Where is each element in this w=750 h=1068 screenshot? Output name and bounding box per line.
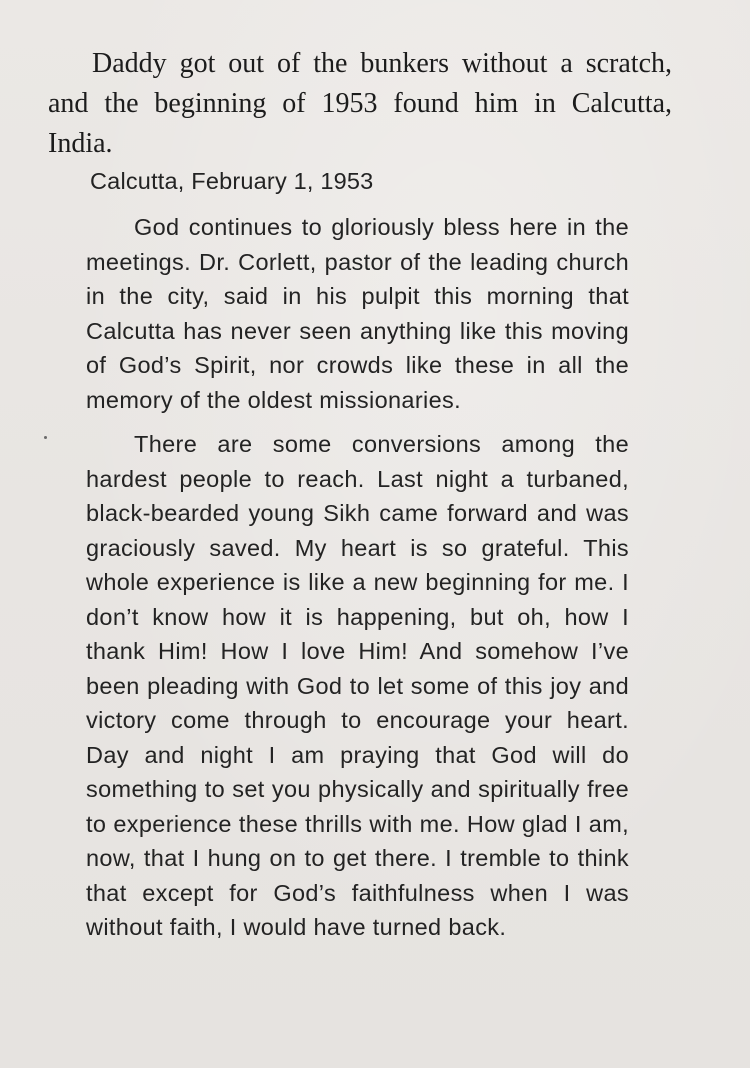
letter-excerpt [86, 164, 629, 955]
letter-dateline: Calcutta, February 1, 1953 [90, 168, 374, 194]
letter-paragraph-1: God continues to gloriously bless here in the meetings. Dr. Corlett, pastor of the leading church in the city, said in his pulpit this morning that Calcutta has never seen anything like this moving of God’s Spirit, nor crowds like these in all the memory of the oldest missionaries. [86, 214, 629, 413]
intro-paragraph: Daddy got out of the bunkers without a scratch, and the beginning of 1953 found him in Calcutta, India. [48, 48, 672, 159]
page-speck [44, 436, 47, 439]
letter-paragraph-2: There are some conversions among the hardest people to reach. Last night a turbaned, black-bearded young Sikh came forward and was graciously saved. My heart is so grateful. This whole experience is like a new beginning for me. I don’t know how it is happening, but oh, how I thank Him! How I love Him! And somehow I’ve been pleading with God to let some of this joy and victory come through to encourage your heart. Day and night I am praying that God will do something to set you physically and spiritually free to experience these thrills with me. How glad I am, now, that I hung on to get there. I tremble to think that except for God’s faithfulness when I was without faith, I would have turned back. [86, 431, 629, 940]
